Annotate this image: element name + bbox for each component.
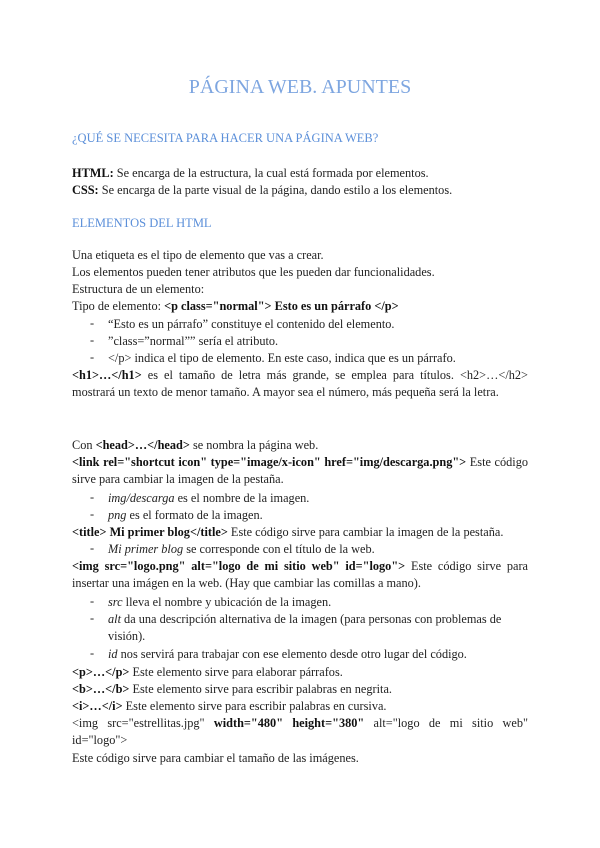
bullet-dash: - [90,541,95,555]
paragraph-line: Estructura de un elemento: [72,282,205,296]
p-code: <p>…</p> [72,665,130,679]
title-code: <title> Mi primer blog</title> [72,525,228,539]
html-definition [72,165,528,182]
bullet-dash: - [90,316,95,330]
link-text: Este código sirve para cambiar la imagen de la pestaña. [72,455,529,486]
bullet-dash: - [90,333,95,347]
bullet-dash: - [90,646,95,660]
b-text: Este elemento sirve para escribir palabras en negrita. [129,682,392,696]
bullet-term: id [108,647,118,661]
bullet-term: png [108,508,127,522]
bullet-item [108,541,528,558]
head-text: se nombra la página web. [189,438,319,452]
bullet-text: lleva el nombre y ubicación de la imagen. [122,595,332,609]
paragraph-line: Los elementos pueden tener atributos que les pueden dar funcionalidades. [72,265,435,279]
bullet-dash: - [90,350,95,364]
bullet-term: alt [108,612,121,626]
i-element-line [72,698,528,715]
bullet-item: </p> indica el tipo de elemento. En este caso, indica que es un párrafo. [108,351,456,365]
img-text: Este código sirve para insertar una imágen en la web. (Hay que cambiar las comillas a mano). [72,559,529,590]
bullet-item [108,594,528,611]
section-heading-requirements: ¿QUÉ SE NECESITA PARA HACER UNA PÁGINA WEB? [72,131,379,145]
bullet-item [108,646,528,663]
img-paragraph [72,558,528,592]
size-code-start: <img src="estrellitas.jpg" [72,716,214,730]
structure-code: <p class="normal"> Esto es un párrafo </p> [164,299,399,313]
section-heading-elements: ELEMENTOS DEL HTML [72,216,212,230]
h1-paragraph [72,367,528,401]
h1-text: es el tamaño de letra más grande, se emplea para títulos. <h2>…</h2> mostrará un texto de menor tamaño. A mayor sea el número, más pequeña será la letra. [72,368,528,399]
css-definition [72,182,528,199]
bullet-term: img/descarga [108,491,175,505]
bullet-text: es el formato de la imagen. [126,508,263,522]
link-paragraph [72,454,528,488]
title-paragraph [72,524,528,541]
b-code: <b>…</b> [72,682,130,696]
head-paragraph [72,437,528,454]
css-text: Se encarga de la parte visual de la página, dando estilo a los elementos. [101,183,453,197]
bullet-dash: - [90,507,95,521]
bullet-item [108,490,528,507]
bullet-item: ”class=”normal”” sería el atributo. [108,334,279,348]
head-code: <head>…</head> [95,438,190,452]
bullet-item: “Esto es un párrafo” constituye el contenido del elemento. [108,317,395,331]
title-text: Este código sirve para cambiar la imagen de la pestaña. [227,525,504,539]
paragraph-line: Una etiqueta es el tipo de elemento que vas a crear. [72,248,324,262]
b-element-line [72,681,528,698]
link-code: <link rel="shortcut icon" type="image/x-icon" href="img/descarga.png"> [72,455,467,469]
h1-code: <h1>…</h1> [72,368,142,382]
img-size-code [72,715,528,749]
bullet-term: Mi primer blog [108,542,184,556]
html-text: Se encarga de la estructura, la cual está formada por elementos. [116,166,429,180]
bullet-item [108,507,528,524]
size-code-dimensions: width="480" height="380" [213,716,365,730]
paragraph-line: Este código sirve para cambiar el tamaño de las imágenes. [72,751,359,765]
page-title: PÁGINA WEB. APUNTES [188,76,412,98]
bullet-text: nos servirá para trabajar con ese elemento desde otro lugar del código. [117,647,467,661]
i-code: <i>…</i> [72,699,123,713]
bullet-item [108,611,528,645]
i-text: Este elemento sirve para escribir palabras en cursiva. [122,699,387,713]
p-element-line [72,664,528,681]
html-label: HTML: [72,166,114,180]
bullet-dash: - [90,611,95,625]
head-intro: Con [72,438,96,452]
bullet-dash: - [90,594,95,608]
bullet-text: se corresponde con el título de la web. [183,542,375,556]
element-structure-line [72,298,528,315]
p-text: Este elemento sirve para elaborar párrafos. [129,665,343,679]
size-code-end: alt="logo de mi sitio web" id="logo"> [72,716,529,747]
css-label: CSS: [72,183,99,197]
bullet-text: da una descripción alternativa de la imagen (para personas con problemas de visión). [108,612,502,643]
bullet-term: src [108,595,123,609]
bullet-dash: - [90,490,95,504]
structure-label: Tipo de elemento: [72,299,165,313]
img-code: <img src="logo.png" alt="logo de mi sitio web" id="logo"> [72,559,406,573]
bullet-text: es el nombre de la imagen. [174,491,310,505]
